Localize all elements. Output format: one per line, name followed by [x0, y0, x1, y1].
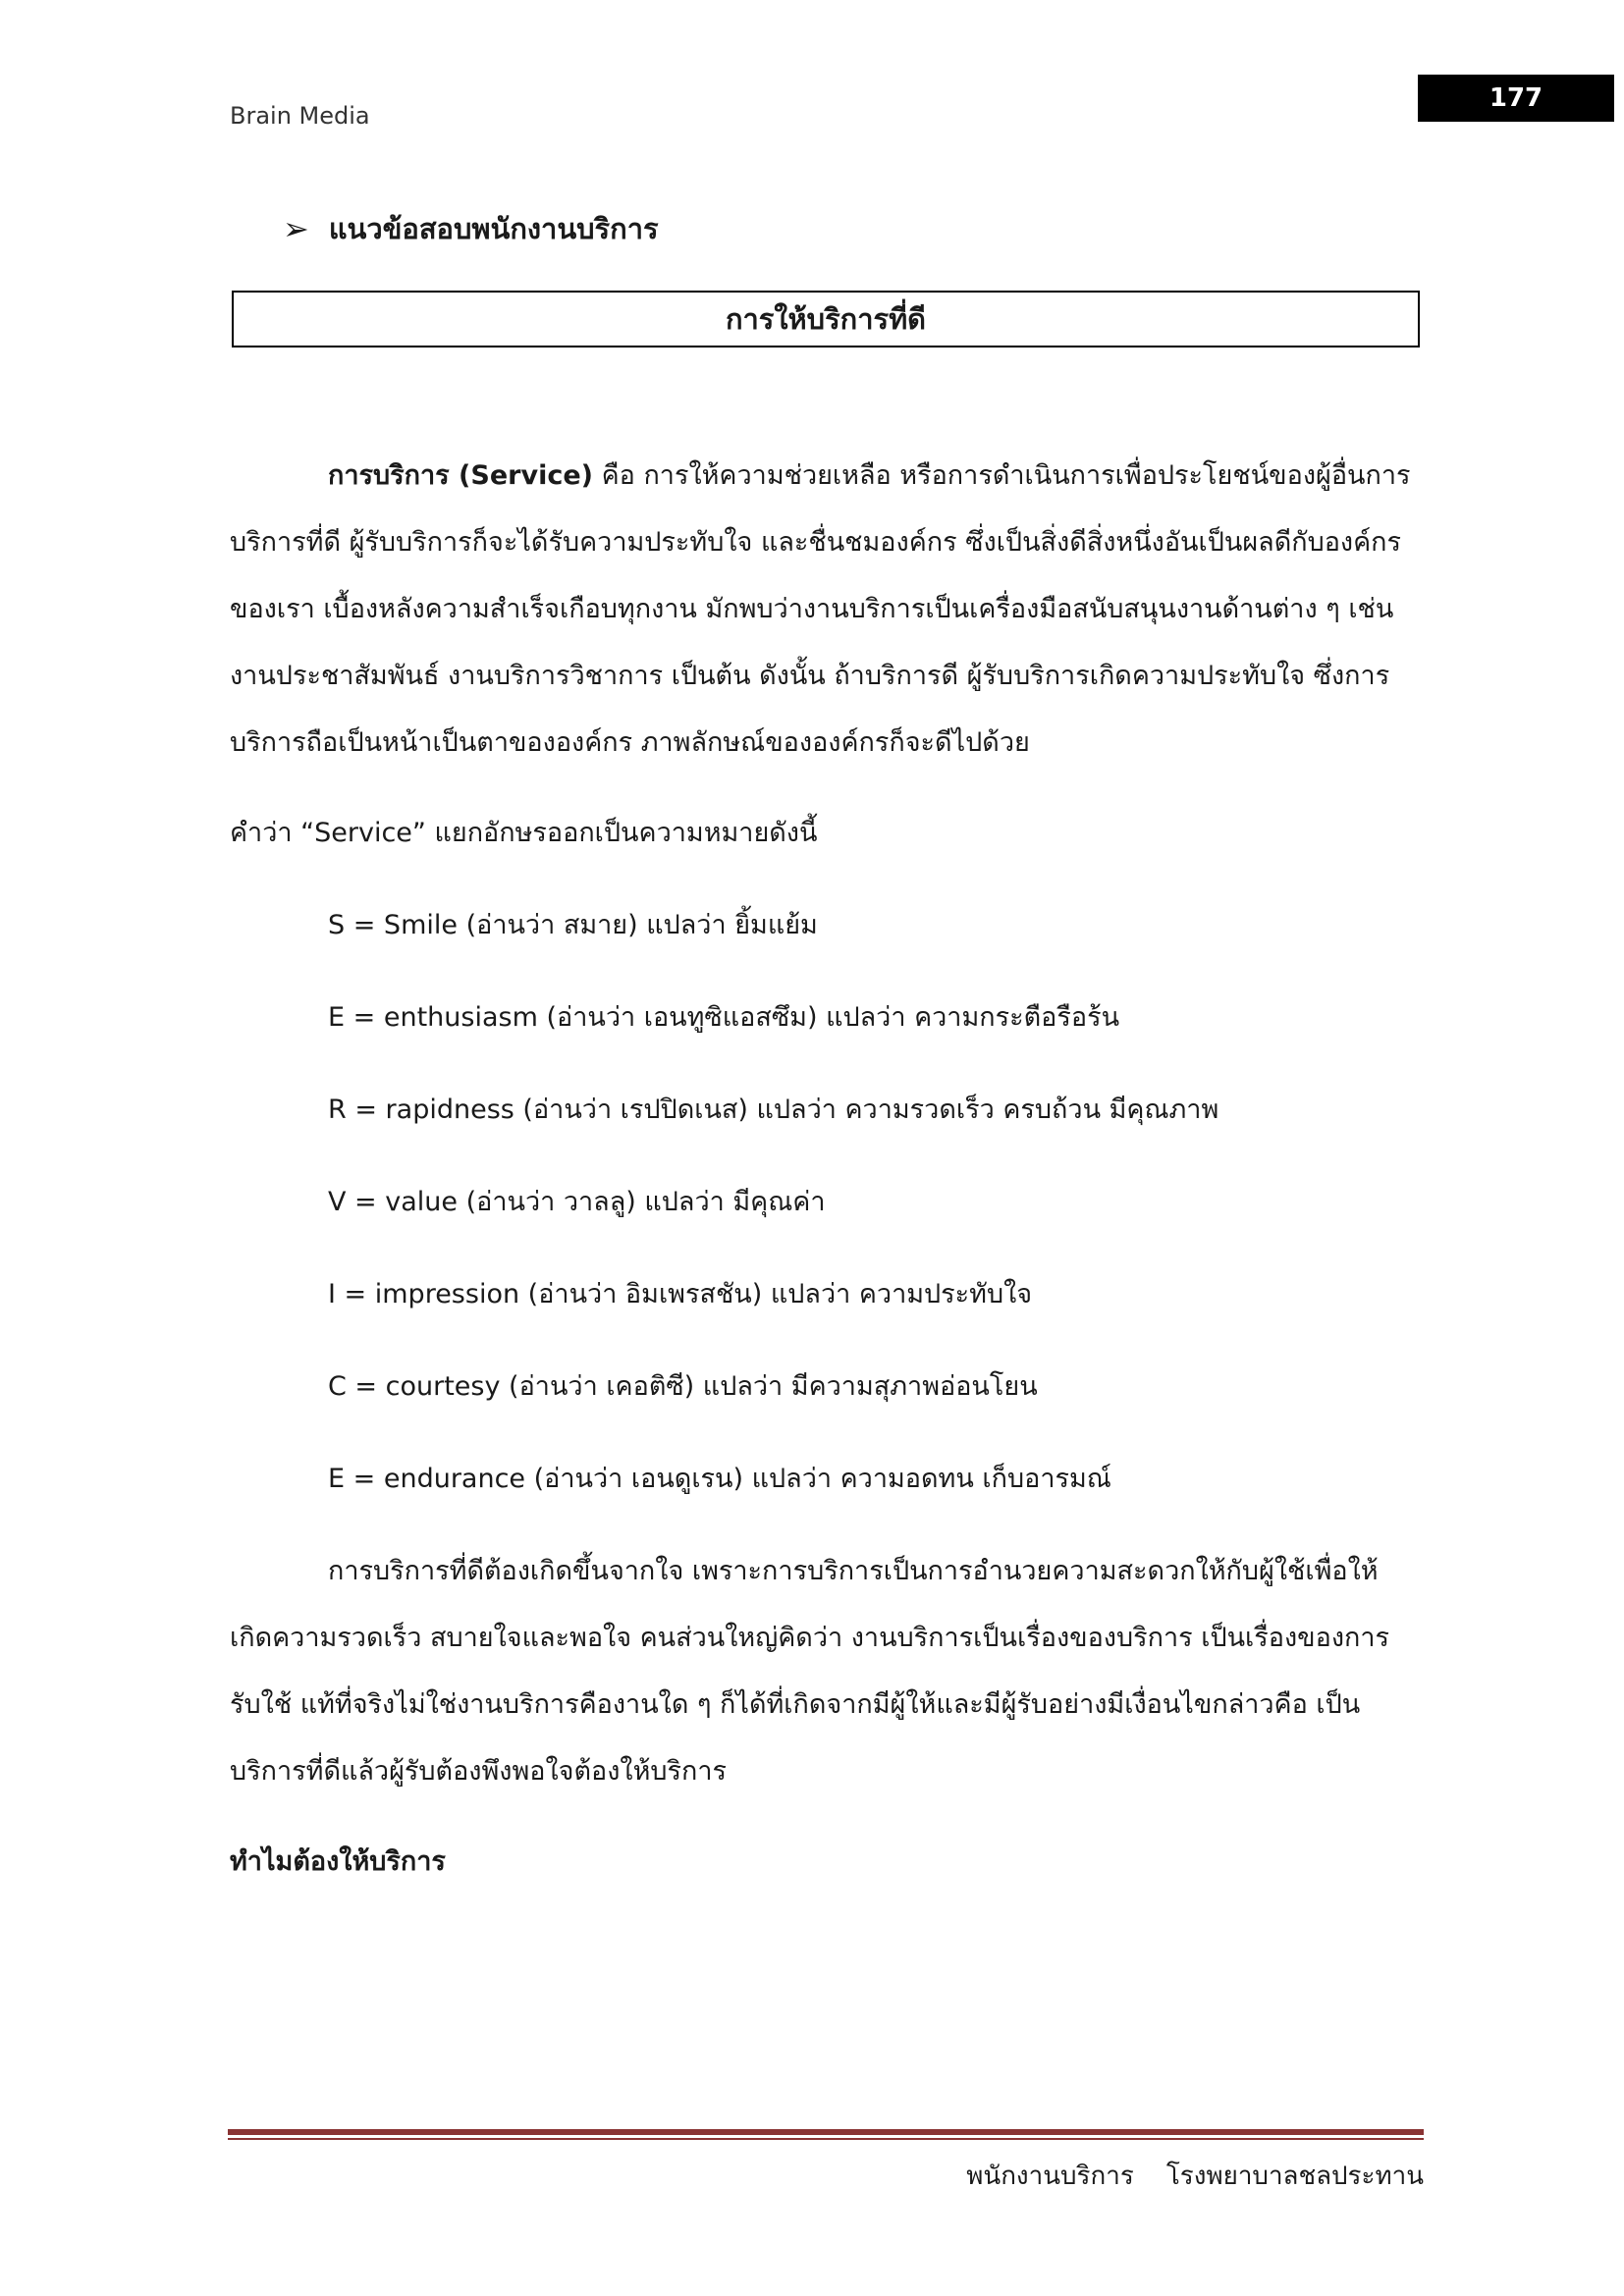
- service-item-r: R = rapidness (อ่านว่า เรปปิดเนส) แปลว่า ความรวดเร็ว ครบถ้วน มีคุณภาพ: [328, 1095, 1219, 1125]
- section-heading-text: แนวข้อสอบพนักงานบริการ: [328, 212, 659, 245]
- paragraph2-line-1: การบริการที่ดีต้องเกิดขึ้นจากใจ เพราะการบริการเป็นการอำนวยความสะดวกให้กับผู้ใช้เพื่อให้: [328, 1556, 1379, 1586]
- service-item-s: S = Smile (อ่านว่า สมาย) แปลว่า ยิ้มแย้ม: [328, 910, 818, 940]
- paragraph2-line-2: เกิดความรวดเร็ว สบายใจและพอใจ คนส่วนใหญ่คิดว่า งานบริการเป็นเรื่องของบริการ เป็นเรื่องของการ: [230, 1623, 1390, 1653]
- title-box: การให้บริการที่ดี: [232, 291, 1420, 347]
- intro-line-1-rest: คือ การให้ความช่วยเหลือ หรือการดำเนินการเพื่อประโยชน์ของผู้อื่นการ: [593, 460, 1411, 491]
- section-heading: [283, 206, 659, 251]
- service-item-i: I = impression (อ่านว่า อิมเพรสชัน) แปลว่า ความประทับใจ: [328, 1279, 1033, 1309]
- intro-line-5: บริการถือเป็นหน้าเป็นตาขององค์กร ภาพลักษณ์ขององค์กรก็จะดีไปด้วย: [230, 727, 1030, 758]
- header-brand: Brain Media: [230, 102, 370, 130]
- subheading: ทำไมต้องให้บริการ: [230, 1846, 446, 1877]
- intro-bold-lead: การบริการ (Service): [328, 460, 593, 491]
- footer-text: พนักงานบริการ โรงพยาบาลชลประทาน: [966, 2162, 1424, 2191]
- service-word-intro: คำว่า “Service” แยกอักษรออกเป็นความหมายดังนี้: [230, 818, 818, 848]
- service-item-e1: E = enthusiasm (อ่านว่า เอนทูซิแอสซึม) แปลว่า ความกระตือรือร้น: [328, 1002, 1120, 1033]
- intro-line-3: ของเรา เบื้องหลังความสำเร็จเกือบทุกงาน มักพบว่างานบริการเป็นเครื่องมือสนับสนุนงานด้านต่าง ๆ เช่น: [230, 594, 1394, 624]
- intro-line-4: งานประชาสัมพันธ์ งานบริการวิชาการ เป็นต้น ดังนั้น ถ้าบริการดี ผู้รับบริการเกิดความประทับใจ ซึ่งการ: [230, 661, 1390, 691]
- page-number: 177: [1418, 75, 1614, 122]
- arrow-bullet-icon: ➢: [283, 210, 309, 247]
- paragraph2-line-3: รับใช้ แท้ที่จริงไม่ใช่งานบริการคืองานใด ๆ ก็ได้ที่เกิดจากมีผู้ให้และมีผู้รับอย่างมีเงื่อนไขกล่าวคือ เป็น: [230, 1689, 1361, 1720]
- footer-rule-thin: [228, 2138, 1424, 2140]
- service-item-e2: E = endurance (อ่านว่า เอนดูเรน) แปลว่า ความอดทน เก็บอารมณ์: [328, 1464, 1111, 1494]
- footer-rule-thick: [228, 2129, 1424, 2135]
- intro-line-2: บริการที่ดี ผู้รับบริการก็จะได้รับความประทับใจ และชื่นชมองค์กร ซึ่งเป็นสิ่งดีสิ่งหนึ่งอันเป็นผลดีกับองค์กร: [230, 527, 1402, 558]
- service-item-v: V = value (อ่านว่า วาลลู) แปลว่า มีคุณค่า: [328, 1187, 826, 1217]
- paragraph2-line-4: บริการที่ดีแล้วผู้รับต้องพึงพอใจต้องให้บริการ: [230, 1756, 728, 1787]
- intro-line-1: [328, 454, 1411, 496]
- service-item-c: C = courtesy (อ่านว่า เคอติซี) แปลว่า มีความสุภาพอ่อนโยน: [328, 1371, 1038, 1402]
